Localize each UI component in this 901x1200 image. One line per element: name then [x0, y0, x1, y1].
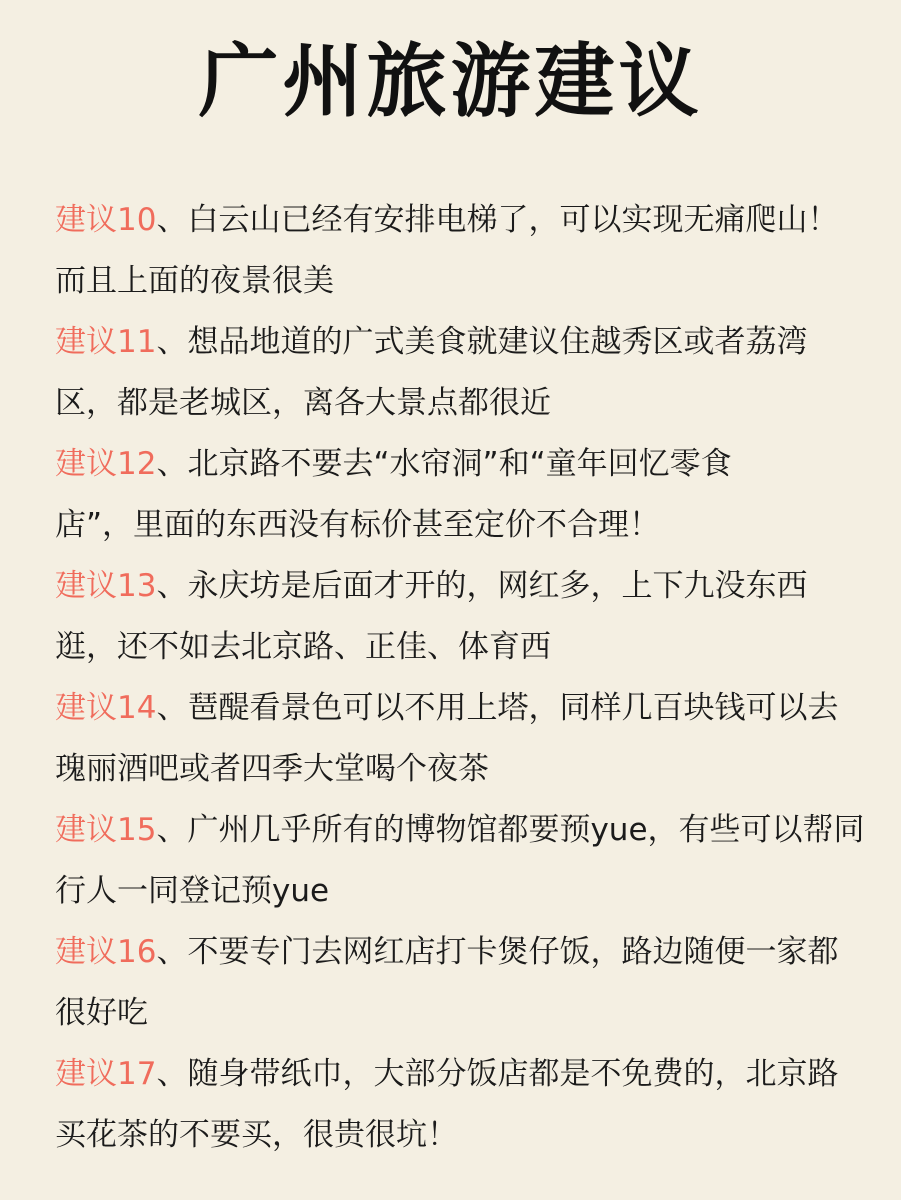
- tip-label: 建议17: [55, 1056, 157, 1092]
- tip-separator: 、: [156, 568, 188, 604]
- tip-separator: 、: [156, 934, 188, 970]
- tip-text: 随身带纸巾，大部分饭店都是不免费的，北京路: [187, 1056, 839, 1092]
- tip-line-2: 逛，还不如去北京路、正佳、体育西: [55, 629, 551, 665]
- tip-label: 建议15: [55, 812, 157, 848]
- tip-line-1: [55, 434, 885, 495]
- tip-line-1: [55, 1044, 885, 1105]
- tip-item: [55, 434, 885, 556]
- tip-item: [55, 1044, 885, 1166]
- tip-label: 建议12: [55, 446, 157, 482]
- tip-line-2: 很好吃: [55, 995, 148, 1031]
- tip-item: [55, 800, 885, 922]
- tip-text: 永庆坊是后面才开的，网红多，上下九没东西: [187, 568, 808, 604]
- tip-line-2: 行人一同登记预yue: [55, 873, 330, 909]
- tip-separator: 、: [156, 690, 188, 726]
- tip-text: 琶醍看景色可以不用上塔，同样几百块钱可以去: [187, 690, 839, 726]
- tip-item: [55, 312, 885, 434]
- tip-separator: 、: [156, 446, 188, 482]
- tip-separator: 、: [156, 812, 188, 848]
- tip-label: 建议11: [55, 324, 157, 360]
- tip-separator: 、: [156, 202, 188, 238]
- tip-label: 建议16: [55, 934, 157, 970]
- tip-line-2: 瑰丽酒吧或者四季大堂喝个夜茶: [55, 751, 489, 787]
- tips-list: [55, 190, 885, 1166]
- tip-item: [55, 556, 885, 678]
- tip-line-1: [55, 556, 885, 617]
- tip-item: [55, 190, 885, 312]
- tip-item: [55, 922, 885, 1044]
- tip-separator: 、: [156, 1056, 188, 1092]
- tip-line-2: 店”，里面的东西没有标价甚至定价不合理！: [55, 507, 661, 543]
- tip-text: 不要专门去网红店打卡煲仔饭，路边随便一家都: [187, 934, 839, 970]
- tip-text: 想品地道的广式美食就建议住越秀区或者荔湾: [187, 324, 808, 360]
- tip-line-1: [55, 312, 885, 373]
- tip-line-1: [55, 922, 885, 983]
- tip-text: 白云山已经有安排电梯了，可以实现无痛爬山！: [187, 202, 839, 238]
- tip-line-1: [55, 190, 885, 251]
- tip-separator: 、: [156, 324, 188, 360]
- tip-line-1: [55, 678, 885, 739]
- tip-label: 建议13: [55, 568, 157, 604]
- tip-item: [55, 678, 885, 800]
- tip-line-1: [55, 800, 885, 861]
- tip-label: 建议10: [55, 202, 157, 238]
- page-title: 广州旅游建议: [198, 35, 703, 128]
- tip-text: 广州几乎所有的博物馆都要预yue，有些可以帮同: [187, 812, 865, 848]
- tip-label: 建议14: [55, 690, 157, 726]
- tip-line-2: 买花茶的不要买，很贵很坑！: [55, 1117, 458, 1153]
- tip-line-2: 区，都是老城区，离各大景点都很近: [55, 385, 551, 421]
- tip-line-2: 而且上面的夜景很美: [55, 263, 334, 299]
- tip-text: 北京路不要去“水帘洞”和“童年回忆零食: [187, 446, 732, 482]
